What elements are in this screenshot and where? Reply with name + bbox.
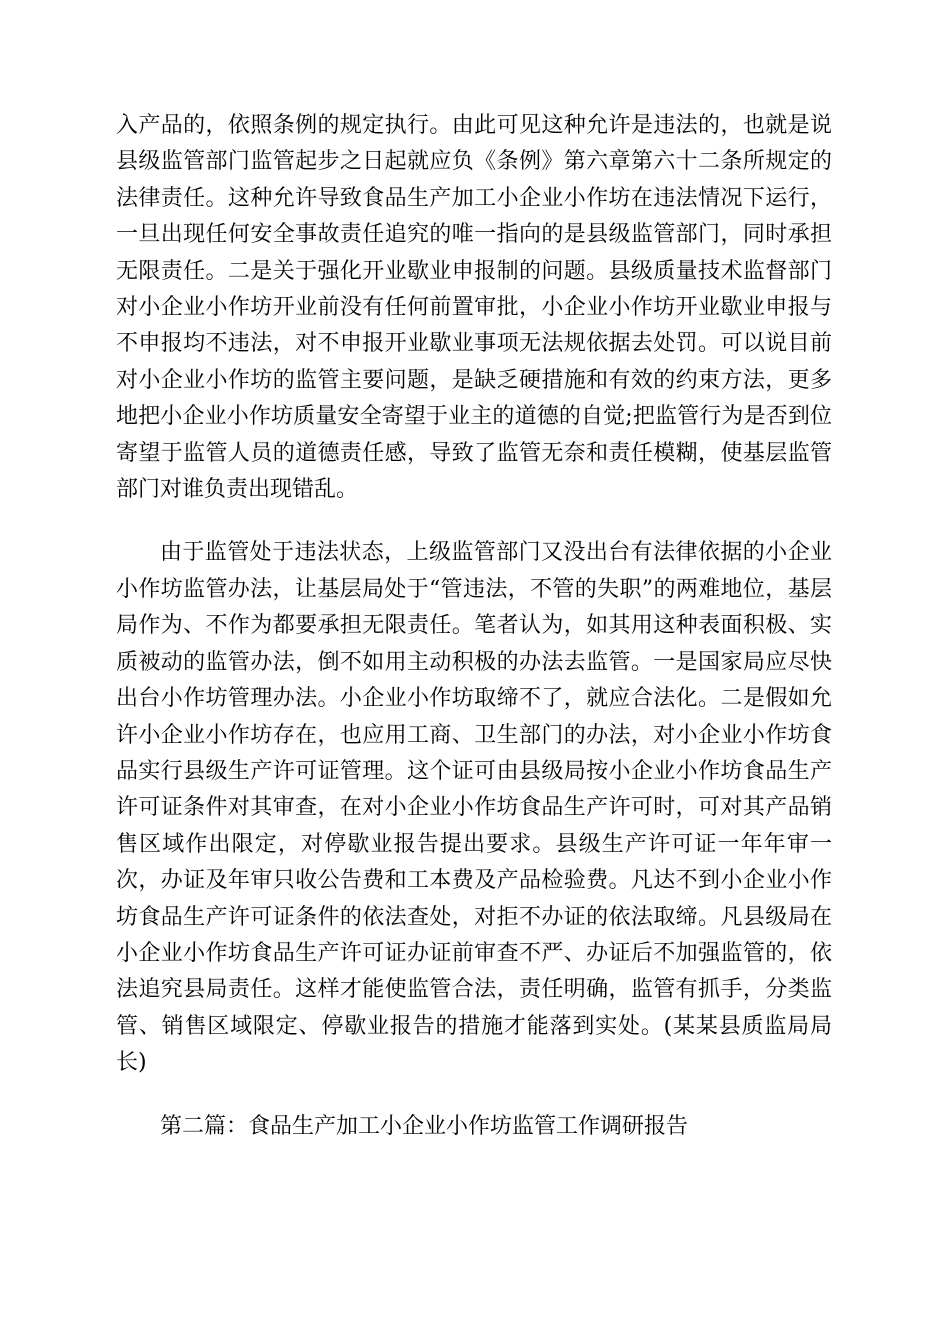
document-page [116, 108, 832, 1145]
paragraph-body: 由于监管处于违法状态，上级监管部门又没出台有法律依据的小企业小作坊监管办法，让基层局处于“管违法，不管的失职”的两难地位，基层局作为、不作为都要承担无限责任。笔者认为，如其用这种表面积极、实质被动的监管办法，倒不如用主动积极的办法去监管。一是国家局应尽快出台小作坊管理办法。小企业小作坊取缔不了，就应合法化。二是假如允许小企业小作坊存在，也应用工商、卫生部门的办法，对小企业小作坊食品实行县级生产许可证管理。这个证可由县级局按小企业小作坊食品生产许可证条件对其审查，在对小企业小作坊食品生产许可时，可对其产品销售区域作出限定，对停歇业报告提出要求。县级生产许可证一年年审一次，办证及年审只收公告费和工本费及产品检验费。凡达不到小企业小作坊食品生产许可证条件的依法查处，对拒不办证的依法取缔。凡县级局在小企业小作坊食品生产许可证办证前审查不严、办证后不加强监管的，依法追究县局责任。这样才能使监管合法，责任明确，监管有抓手，分类监管、销售区域限定、停歇业报告的措施才能落到实处。(某某县质监局局长) [116, 540, 832, 1076]
paragraph-continuation: 入产品的，依照条例的规定执行。由此可见这种允许是违法的，也就是说县级监管部门监管起步之日起就应负《条例》第六章第六十二条所规定的法律责任。这种允许导致食品生产加工小企业小作坊在违法情况下运行，一旦出现任何安全事故责任追究的唯一指向的是县级监管部门，同时承担无限责任。二是关于强化开业歇业申报制的问题。县级质量技术监督部门对小企业小作坊开业前没有任何前置审批，小企业小作坊开业歇业申报与不申报均不违法，对不申报开业歇业事项无法规依据去处罚。可以说目前对小企业小作坊的监管主要问题，是缺乏硬措施和有效的约束方法，更多地把小企业小作坊质量安全寄望于业主的道德的自觉;把监管行为是否到位寄望于监管人员的道德责任感，导致了监管无奈和责任模糊，使基层监管部门对谁负责出现错乱。 [116, 113, 832, 503]
section-heading: 第二篇：食品生产加工小企业小作坊监管工作调研报告 [160, 1113, 689, 1139]
